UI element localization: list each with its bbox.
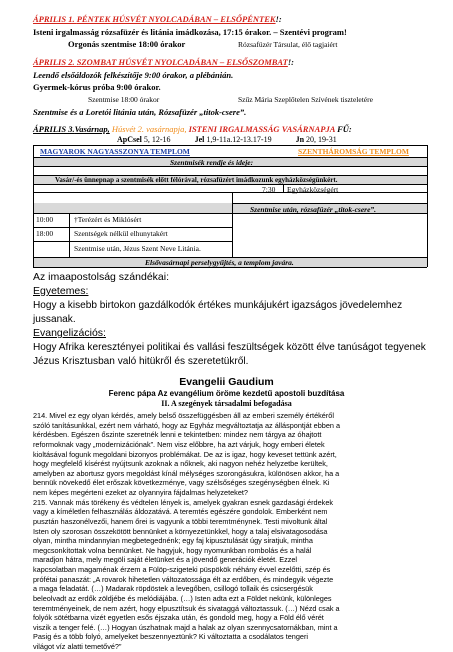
article-line: maradjon hátra, mely megöli saját életünket és a jövendő generációk életét. Ezzel xyxy=(33,555,298,565)
article-line: viszik a tenger felé. (…) Hogyan úszhatnak majd a halak az olyan szennycsatornákban, mint a xyxy=(33,622,338,632)
schedule-subtitle: Szentmisék rendje és ideje: xyxy=(170,158,254,167)
intentions-title: Az imaapostolság szándékai: xyxy=(33,271,169,283)
apr1-date: ÁPRILIS 1. xyxy=(33,14,77,24)
left-row-time-2: 18:00 xyxy=(36,229,54,238)
apr2-mass-intention: Szűz Mária Szeplőtelen Szívének tiszteletére xyxy=(238,95,373,104)
apr1-line1: Isteni irgalmasság rózsafüzér és litánia imádkozása, 17:15 órakor. – Szentévi program! xyxy=(33,27,347,37)
church-left-title: MAGYAROK NAGYASSZONYA TEMPLOM xyxy=(40,147,190,156)
article-line: olyan, mintha mindannyian megbetegednénk; egy faj kipusztulását úgy siratjuk, mintha xyxy=(33,536,313,546)
article-line: reformoknak vagy „modernizációnak”. Nem visz előbbre, ha azt várjuk, hogy emberi életek xyxy=(33,439,325,449)
left-after-text: Szentmise után, Jézus Szent Neve Litánia. xyxy=(74,244,201,253)
reading-rev: 1,9-11a.12-13.17-19 xyxy=(204,135,272,144)
article-line: 215. Vannak más törékeny és védtelen lények is, amelyek gyakran esnek gazdasági érdekek xyxy=(33,497,334,507)
article-line: hogy megfelelő kísérést nyújtsunk azoknak a nőknek, aki nagyon nehéz helyzetbe kerültek, xyxy=(33,459,328,469)
article-line: vagy a kíméletlen felhasználás áldozatává. A teremtés egészére gondolok. Emberként nem xyxy=(33,507,328,517)
evang-text: Hogy Afrika keresztényei politikai és vallási feszültségek között élve tanúságot tegyenek Jézus Krisztusban való hitükről és szeretetükről. xyxy=(33,342,426,367)
apr2-line1: Leendő elsőáldozók felkészítője 9:00 órakor, a plébánián. xyxy=(33,70,234,80)
right-after-mass: Szentmise után, rózsafüzér „titok-csere”. xyxy=(250,205,377,214)
apr2-line2: Gyermek-kórus próba 9:00 órakor. xyxy=(33,82,161,92)
apr3-feast: ISTENI IRGALMASSÁG VASÁRNAPJA xyxy=(186,124,335,134)
article-line: prófétai panaszát: „A rovarok hihetetlen változatossága élt az erdőben, és mindegyik végezte xyxy=(33,574,334,584)
reading-rev-label: Jel xyxy=(194,135,205,144)
article-subtitle-2: II. A szegények társadalmi befogadása xyxy=(161,399,292,408)
article-line: kérdésben. Egészen őszinte szeretnék lenni e tekintetben: mindez nem tárgya az óhajtott xyxy=(33,430,322,440)
apr3-readings xyxy=(117,135,337,144)
apr2-title: SZOMBAT HÚSVÉT NYOLCADÁBAN – ELSŐSZOMBAT xyxy=(76,57,288,67)
left-row-text-2: Szentségek nélkül elhunytakért xyxy=(74,229,168,238)
article-line: kapcsolatban magaménak érzem a Fülöp-szigeteki püspökök néhány évvel ezelőtti, szép és xyxy=(33,565,331,574)
article-line: beleolvadt az erdők zöldjébe és melódiájába. (…) Isten adta ezt a Földet nekünk, különleges xyxy=(33,593,332,603)
apr1-title: PÉNTEK HÚSVÉT NYOLCADÁBAN – ELSŐPÉNTEK xyxy=(76,14,276,24)
article-line: kioltásával fogunk megoldani bizonyos problémákat. De az is igaz, hogy keveset tettünk azért, xyxy=(33,449,337,459)
left-row-text-1: †Terézért és Miklósért xyxy=(74,215,142,224)
apr1-suffix: !: xyxy=(275,14,282,24)
collection-note: Elsővasárnapi perselygyűjtés, a templom javára. xyxy=(145,258,294,267)
right-intention: Egyházközségért xyxy=(287,185,339,194)
reading-john-label: Jn xyxy=(295,135,305,144)
article-line: nem képes megérteni ezeket az olyannyira fájdalmas helyzeteket? xyxy=(33,488,248,497)
apr3-date: ÁPRILIS 3. xyxy=(33,124,75,134)
article-line: pusztán haszonélvezői, hanem őrei is vagyunk a többi teremtménynek. Testi mivoltunk által xyxy=(33,516,328,526)
apr3-day: Vasárnap, xyxy=(74,124,110,134)
article-title: Evangelii Gaudium xyxy=(179,376,274,388)
apr3-fu: FŰ: xyxy=(334,124,352,134)
article-line: bennük növekedő élet erőszak következménye, vagy szélsőséges szegénységben élnek. Ki xyxy=(33,478,330,488)
general-text: Hogy a kisebb birtokon gazdálkodók értékes munkájukért igazságos jövedelemhez jussanak. xyxy=(33,300,403,325)
apr1-mass: Orgonás szentmise 18:00 órakor xyxy=(68,39,186,49)
article-body xyxy=(33,411,428,652)
article-line: világot víz alatti temetővé?” xyxy=(33,642,122,651)
apr1-header xyxy=(33,14,282,24)
left-after-mass xyxy=(74,244,201,253)
reading-acts-label: ApCsel xyxy=(117,135,142,144)
evang-label: Evangelizációs: xyxy=(33,327,106,339)
article-subtitle-1: Ferenc pápa Az evangélium öröme kezdetű apostoli buzdítása xyxy=(108,389,345,398)
church-right-title: SZENTHÁROMSÁG TEMPLOM xyxy=(298,147,409,156)
article-line: folyók sötétbarna vizét egyetlen esős éjszaka után, és gondold meg, hogy a Föld élő vérét xyxy=(33,613,324,623)
left-row-time-1: 10:00 xyxy=(36,215,54,224)
apr2-date: ÁPRILIS 2. xyxy=(33,57,77,67)
reading-acts: 5, 12-16 xyxy=(141,135,171,144)
right-time: 7:30 xyxy=(262,185,276,194)
apr3-sunday-name: Húsvét 2. vasárnapja, xyxy=(109,124,187,134)
article-line: teremtményeinek, de nem azért, hogy elpusztítsuk és sivataggá változtassuk. (…) Nézd csak a xyxy=(33,603,340,613)
article-line: Isten oly szorosan összekötött bennünket a környezetünkkel, hogy a talaj elsivatagosodása xyxy=(33,526,328,536)
apr3-header xyxy=(33,124,352,134)
article-line: amelyben az abortusz gyors megoldást kínál mélységes szorongásukra, különösen akkor, ha a xyxy=(33,468,340,478)
article-line: 214. Mivel ez egy olyan kérdés, amely belső összefüggésben áll az emberi személy értékéről xyxy=(33,411,334,420)
apr2-line4: Szentmise és a Loretói litánia után, Rózsafüzér „titok-csere”. xyxy=(33,107,247,117)
general-label: Egyetemes: xyxy=(33,285,89,297)
rosary-rule: Vasár/-és ünnepnap a szentmisék előtt félórával, rózsafüzért imádkozunk egyházközségünkért. xyxy=(55,176,338,184)
apr2-header xyxy=(33,57,294,67)
article-line: megcsonkítottak volna bennünket. Ne hagyjuk, hogy nyomunkban rombolás és a halál xyxy=(33,545,312,555)
apr1-mass-intention: Rózsafüzér Társulat, élő tagjaiért xyxy=(238,40,338,49)
article-line: Pasig és a több folyó, amelyeket beszennyeztünk? Ki változtatta a csodálatos tengeri xyxy=(33,632,309,642)
apr2-mass: Szentmise 18:00 órakor xyxy=(88,95,160,104)
article-line: a maga feladatát. (…) Madarak röpdöstek a levegőben, csillogó tollaik és csicsergésük xyxy=(33,584,313,594)
reading-john: 20, 19-31 xyxy=(304,135,337,144)
apr2-suffix: !: xyxy=(287,57,294,67)
article-line: szóló tanításunkkal, ezért nem várható, hogy az Egyház megváltoztatja az álláspontját ebben a xyxy=(33,420,341,430)
